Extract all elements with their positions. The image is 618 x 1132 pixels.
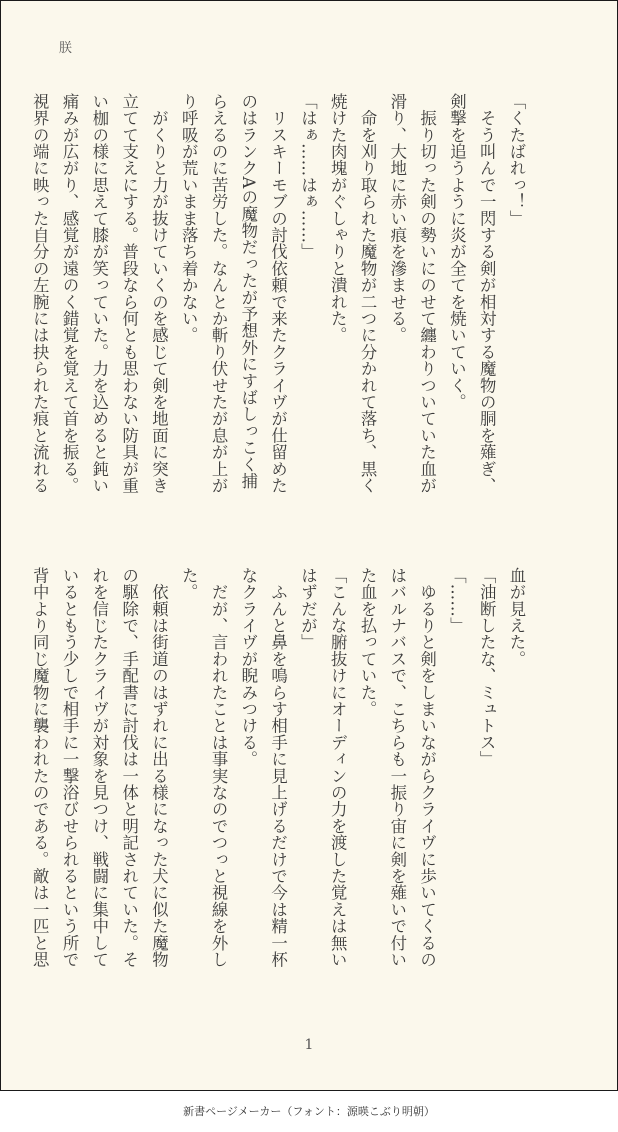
text-line: リスキーモブの討伐依頼で来たクライヴが仕留めた bbox=[268, 93, 288, 494]
text-line: た。 bbox=[179, 567, 199, 601]
upper-text-block bbox=[30, 93, 531, 523]
generator-caption: 新書ページメーカー（フォント：源暎こぶり明朝） bbox=[183, 1105, 435, 1118]
text-line: 依頼は街道のはずれに出る様になった犬に似た魔物 bbox=[149, 567, 169, 968]
text-line: そう叫んで一閃する剣が相対する魔物の胴を薙ぎ、 bbox=[477, 93, 497, 494]
text-line: 視界の端に映った自分の左腕には抉られた痕と流れる bbox=[30, 93, 50, 494]
text-line: れを信じたクライヴが対象を見つけ、戦闘に集中して bbox=[89, 567, 109, 968]
text-line: 「こんな腑抜けにオーディンの力を渡した覚えは無い bbox=[328, 567, 348, 968]
text-line: 「油断したな、ミュトス」 bbox=[477, 567, 497, 768]
chapter-heading: 朕 bbox=[59, 41, 73, 56]
text-line: 剣撃を追うように炎が全てを焼いていく。 bbox=[447, 93, 467, 411]
text-line: 「くたばれっ！」 bbox=[507, 93, 526, 227]
text-line: 命を刈り取られた魔物が二つに分かれて落ち、黒く bbox=[358, 93, 378, 494]
text-line: り呼吸が荒いまま落ち着かない。 bbox=[179, 93, 199, 344]
text-line: 「……」 bbox=[447, 567, 467, 634]
text-line: 立てて支えにする。普段なら何とも思わない防具が重 bbox=[119, 93, 139, 494]
page-number: 1 bbox=[304, 1037, 314, 1053]
text-line: がくりと力が抜けていくのを感じて剣を地面に突き bbox=[149, 93, 169, 494]
text-line: いるともう少しで相手に一撃浴びせられるという所で bbox=[60, 567, 80, 968]
lower-text-block bbox=[30, 567, 531, 987]
text-line: 焼けた肉塊がぐしゃりと潰れた。 bbox=[328, 93, 348, 344]
text-line: 血が見えた。 bbox=[507, 567, 526, 668]
text-line: の駆除で、手配書に討伐は一体と明記されていた。そ bbox=[119, 567, 139, 968]
text-line: はずだが」 bbox=[298, 567, 318, 651]
text-line: らえるのに苦労した。なんとか斬り伏せたが息が上が bbox=[209, 93, 229, 494]
text-line: なクライヴが睨みつける。 bbox=[238, 567, 258, 768]
text-line: 滑り、大地に赤い痕を滲ませる。 bbox=[387, 93, 407, 344]
text-line: ゆるりと剣をしまいながらクライヴに歩いてくるの bbox=[417, 567, 437, 968]
text-line: 「はぁ……はぁ……」 bbox=[298, 93, 318, 260]
text-line: 振り切った剣の勢いにのせて纏わりついていた血が bbox=[417, 93, 437, 494]
text-line: ふんと鼻を鳴らす相手に見上げるだけで今は精一杯 bbox=[268, 567, 288, 968]
text-line: 痛みが広がり、感覚が遠のく錯覚を覚えて首を振る。 bbox=[60, 93, 80, 494]
text-line: た血を払っていた。 bbox=[358, 567, 378, 718]
text-line: 背中より同じ魔物に襲われたのである。敵は一匹と思 bbox=[30, 567, 50, 968]
text-line: のはランクAの魔物だったが予想外にすばしっこく捕 bbox=[238, 93, 258, 490]
text-line: い枷の様に思えて膝が笑っていた。力を込めると鈍い bbox=[89, 93, 109, 494]
text-line: だが、言われたことは事実なのでつっと視線を外し bbox=[209, 567, 229, 968]
text-line: はバルナバスで、こちらも一振り宙に剣を薙いで付い bbox=[387, 567, 407, 968]
